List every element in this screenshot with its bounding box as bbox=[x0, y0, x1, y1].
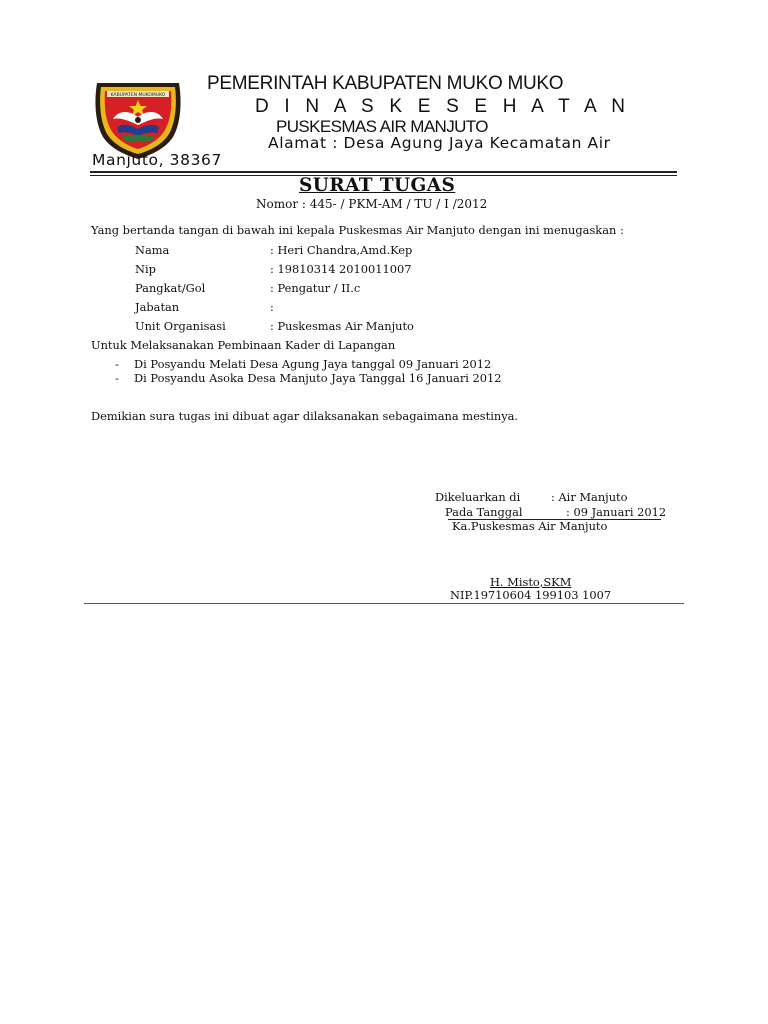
field-label-nama: Nama bbox=[135, 243, 170, 257]
field-value-nip: : 19810314 2010011007 bbox=[270, 262, 412, 276]
field-label-pangkat: Pangkat/Gol bbox=[135, 281, 206, 295]
letterhead-address: Alamat : Desa Agung Jaya Kecamatan Air bbox=[268, 134, 611, 152]
task-item: Di Posyandu Asoka Desa Manjuto Jaya Tanggal 16 Januari 2012 bbox=[134, 371, 502, 385]
issuer-position: Ka.Puskesmas Air Manjuto bbox=[452, 519, 608, 533]
letterhead-address-continued: Manjuto, 38367 bbox=[92, 151, 222, 169]
svg-text:KABUPATEN MUKOMUKO: KABUPATEN MUKOMUKO bbox=[110, 93, 166, 98]
signatory-nip: NIP.19710604 199103 1007 bbox=[450, 588, 612, 602]
issued-place-label: Dikeluarkan di bbox=[435, 490, 521, 504]
document-number: Nomor : 445- / PKM-AM / TU / I /2012 bbox=[256, 197, 488, 211]
document-title: SURAT TUGAS bbox=[299, 175, 456, 196]
issued-date-value: : 09 Januari 2012 bbox=[566, 505, 667, 519]
signatory-name: H. Misto,SKM bbox=[490, 575, 572, 589]
task-bullet: - bbox=[115, 357, 119, 371]
field-value-nama: : Heri Chandra,Amd.Kep bbox=[270, 243, 413, 257]
issued-place-value: : Air Manjuto bbox=[551, 490, 628, 504]
purpose-line: Untuk Melaksanakan Pembinaan Kader di Lapangan bbox=[91, 338, 396, 352]
letterhead-puskesmas: PUSKESMAS AIR MANJUTO bbox=[276, 117, 488, 136]
field-value-jabatan: : bbox=[270, 300, 274, 314]
field-label-jabatan: Jabatan bbox=[135, 300, 180, 314]
field-value-pangkat: : Pengatur / II.c bbox=[270, 281, 361, 295]
intro-paragraph: Yang bertanda tangan di bawah ini kepala Puskesmas Air Manjuto dengan ini menugaskan : bbox=[91, 223, 624, 237]
field-label-unit: Unit Organisasi bbox=[135, 319, 226, 333]
task-item: Di Posyandu Melati Desa Agung Jaya tanggal 09 Januari 2012 bbox=[134, 357, 492, 371]
issued-date-label: Pada Tanggal bbox=[445, 505, 523, 519]
footer-divider bbox=[84, 603, 684, 604]
field-value-unit: : Puskesmas Air Manjuto bbox=[270, 319, 414, 333]
letterhead-divider-thick bbox=[90, 171, 677, 173]
letterhead-government: PEMERINTAH KABUPATEN MUKO MUKO bbox=[207, 73, 564, 94]
letterhead-agency: D I N A S K E S E H A T A N bbox=[255, 96, 631, 117]
field-label-nip: Nip bbox=[135, 262, 156, 276]
task-bullet: - bbox=[115, 371, 119, 385]
regency-emblem-icon bbox=[91, 79, 185, 161]
closing-paragraph: Demikian sura tugas ini dibuat agar dilaksanakan sebagaimana mestinya. bbox=[91, 409, 519, 423]
